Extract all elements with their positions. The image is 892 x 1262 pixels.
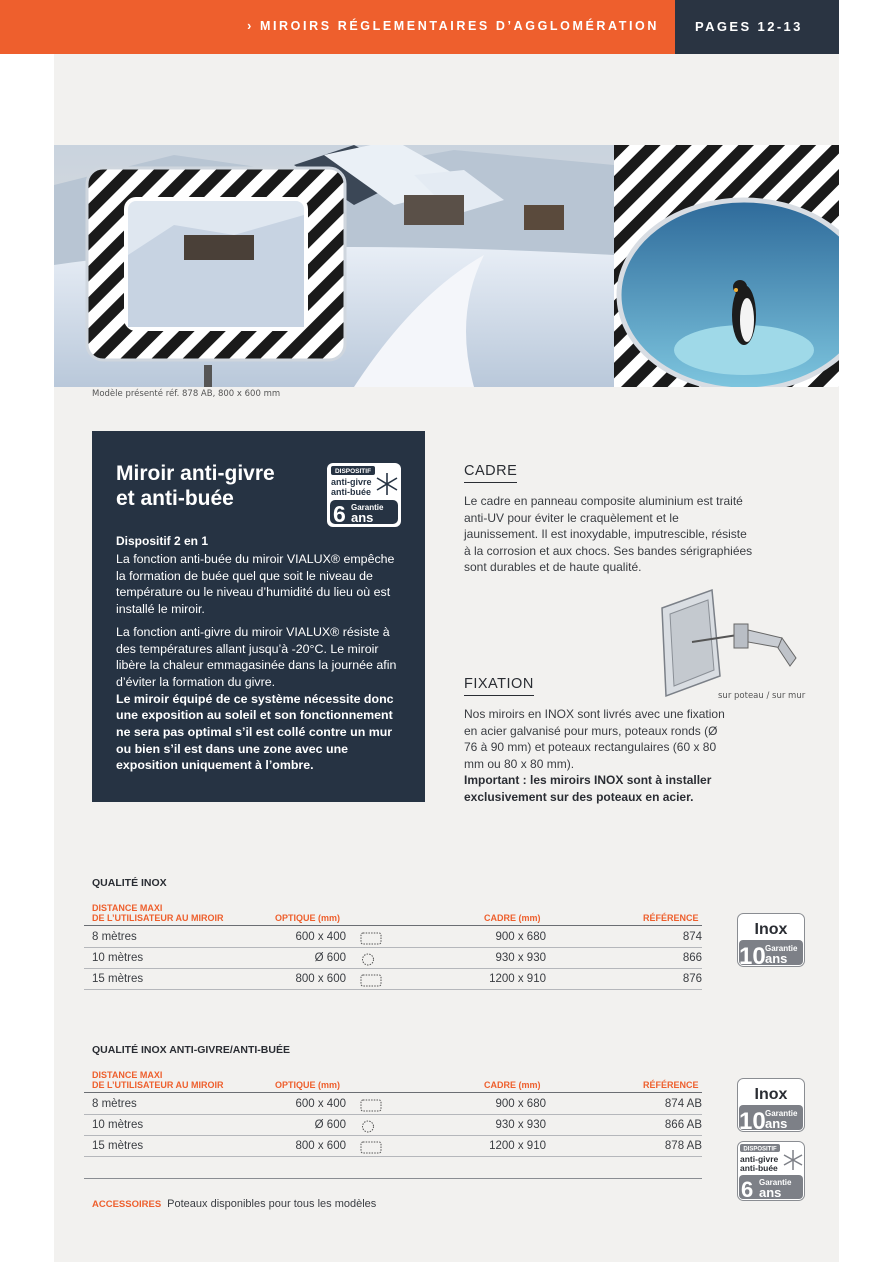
cell-optique: 600 x 400	[295, 931, 346, 943]
badge-garantie: Garantie	[759, 1178, 792, 1187]
badge-ans: ans	[759, 1185, 782, 1200]
feature-subtitle: Dispositif 2 en 1	[116, 534, 209, 548]
cadre-heading: CADRE	[464, 463, 517, 483]
cell-optique: 800 x 600	[295, 973, 346, 985]
photo-caption: Modèle présenté réf. 878 AB, 800 x 600 mm	[92, 389, 281, 399]
badge-inox-garantie: Garantie	[765, 944, 798, 953]
badge-num: 6	[741, 1177, 754, 1201]
badge-num: 6	[333, 501, 346, 527]
cell-cadre: 1200 x 910	[489, 973, 546, 985]
cell-reference: 876	[682, 973, 702, 985]
badge-garantie: Garantie	[351, 503, 384, 512]
badge-dispositif: DISPOSITIF	[334, 468, 372, 475]
badge-inox-label: Inox	[754, 921, 788, 938]
table-row	[84, 927, 702, 948]
fixation-heading: FIXATION	[464, 676, 534, 696]
round-mirror-icon	[360, 1120, 376, 1136]
badge-dispositif: DISPOSITIF	[743, 1146, 777, 1153]
badge-inox-garantie: Garantie	[765, 1109, 798, 1118]
cell-cadre: 930 x 930	[495, 952, 546, 964]
feature-paragraph-1: La fonction anti-buée du miroir VIALUX® empêche la formation de buée quel que soit le niveau de température ou le niveau d’humidité du lieu où est installé le miroir.	[116, 552, 395, 617]
table1-header-distance: DISTANCE MAXI DE L’UTILISATEUR AU MIROIR	[92, 903, 224, 923]
table2-header-optique: OPTIQUE (mm)	[275, 1080, 341, 1090]
fixation-text: Nos miroirs en INOX sont livrés avec une fixation en acier galvanisé pour murs, poteaux ronds (Ø 76 à 90 mm) et poteaux rectangulaires (60 x 80 mm ou 80 x 80 mm). Important : les miroirs INOX sont à installer exclusivement sur des poteaux en acier.	[464, 707, 725, 804]
cadre-text: Le cadre en panneau composite aluminium est traité anti-UV pour éviter le craquèlement et le jaunissement. Il est inoxydable, imputrescible, résiste à la corrosion et aux chocs. Ses bandes sérigraphiées sont durables et de haute qualité.	[464, 494, 753, 574]
table2-header-rule	[84, 1092, 702, 1093]
table-row	[84, 969, 702, 990]
badge-line2: anti-buée	[331, 487, 372, 497]
table2-header-reference: RÉFÉRENCE	[643, 1080, 699, 1090]
section-title: › MIROIRS RÉGLEMENTAIRES D’AGGLOMÉRATION	[247, 19, 659, 33]
fixation-caption: sur poteau / sur mur	[718, 691, 806, 701]
rect-mirror-icon	[360, 932, 382, 948]
inox-10ans-badge-icon	[737, 913, 805, 967]
cell-reference: 874 AB	[664, 1098, 702, 1110]
inox-10ans-badge-icon	[737, 1078, 805, 1132]
badge-line1: anti-givre	[331, 477, 372, 487]
accessoires	[92, 1198, 376, 1210]
cell-distance: 10 mètres	[92, 1119, 144, 1131]
cell-distance: 10 mètres	[92, 952, 144, 964]
cell-reference: 874	[682, 931, 702, 943]
rect-mirror-icon	[360, 974, 382, 990]
cell-optique: Ø 600	[314, 1119, 346, 1131]
table2-header-cadre: CADRE (mm)	[484, 1080, 541, 1090]
feature-paragraph-2-bold: Le miroir équipé de ce système nécessite donc une exposition au soleil et son fonctionnement ne sera pas optimal s’il est collé contre un mur ou bien s’il est dans une zone avec une exposition uniquement à l’ombre.	[116, 691, 394, 773]
badge-inox-num: 10	[739, 1108, 766, 1132]
rect-mirror-icon	[360, 1141, 382, 1157]
antigivre-6ans-badge-icon	[327, 463, 402, 529]
cell-cadre: 900 x 680	[495, 931, 546, 943]
badge-inox-num: 10	[739, 943, 766, 967]
cell-distance: 8 mètres	[92, 1098, 137, 1110]
accessoires-text: Poteaux disponibles pour tous les modèles	[167, 1198, 377, 1210]
badge-inox-ans: ans	[765, 951, 788, 966]
accessoires-rule	[84, 1178, 702, 1179]
table-row	[84, 1094, 702, 1115]
table1-header-optique: OPTIQUE (mm)	[275, 913, 341, 923]
table-row	[84, 1136, 702, 1157]
cell-distance: 15 mètres	[92, 973, 144, 985]
table1-header-reference: RÉFÉRENCE	[643, 913, 699, 923]
badge-line2: anti-buée	[740, 1163, 778, 1173]
table-row	[84, 1115, 702, 1136]
cell-reference: 878 AB	[664, 1140, 702, 1152]
badge-inox-ans: ans	[765, 1116, 788, 1131]
cell-distance: 8 mètres	[92, 931, 137, 943]
feature-title: Miroir anti-givre et anti-buée	[116, 462, 275, 510]
page-reference: PAGES 12-13	[675, 0, 839, 54]
cell-optique: 800 x 600	[295, 1140, 346, 1152]
cell-optique: Ø 600	[314, 952, 346, 964]
table1-header-cadre: CADRE (mm)	[484, 913, 541, 923]
fixation-illustration-icon	[654, 586, 804, 698]
table2-title: QUALITÉ INOX ANTI-GIVRE/ANTI-BUÉE	[92, 1044, 290, 1056]
table1-title: QUALITÉ INOX	[92, 877, 167, 889]
table-row	[84, 948, 702, 969]
product-photo	[54, 145, 839, 387]
accessoires-label: ACCESSOIRES	[92, 1199, 162, 1210]
top-banner	[0, 0, 839, 54]
cell-reference: 866	[682, 952, 702, 964]
cell-distance: 15 mètres	[92, 1140, 144, 1152]
table2-header-distance: DISTANCE MAXI DE L’UTILISATEUR AU MIROIR	[92, 1070, 224, 1090]
round-mirror-icon	[360, 953, 376, 969]
fixation-important: Important : les miroirs INOX sont à installer exclusivement sur des poteaux en acier.	[464, 773, 712, 804]
antigivre-6ans-badge-icon	[737, 1141, 805, 1201]
cell-cadre: 1200 x 910	[489, 1140, 546, 1152]
cell-cadre: 900 x 680	[495, 1098, 546, 1110]
cell-cadre: 930 x 930	[495, 1119, 546, 1131]
rect-mirror-icon	[360, 1099, 382, 1115]
cell-reference: 866 AB	[664, 1119, 702, 1131]
badge-ans: ans	[351, 510, 374, 525]
table1-header-rule	[84, 925, 702, 926]
feature-paragraph-2: La fonction anti-givre du miroir VIALUX® résiste à des températures allant jusqu’à -20°C. Le miroir libère la chaleur emmagasinée dans la journée afin d’éviter la formation du givre. Le miroir équipé de ce système nécessite donc une exposition au soleil et son fonctionnement ne sera pas optimal s’il est collé contre un mur ou bien s’il est dans une zone avec une exposition uniquement à l’ombre.	[116, 624, 397, 773]
badge-inox-label: Inox	[754, 1086, 788, 1103]
badge-line1: anti-givre	[740, 1154, 779, 1164]
cell-optique: 600 x 400	[295, 1098, 346, 1110]
